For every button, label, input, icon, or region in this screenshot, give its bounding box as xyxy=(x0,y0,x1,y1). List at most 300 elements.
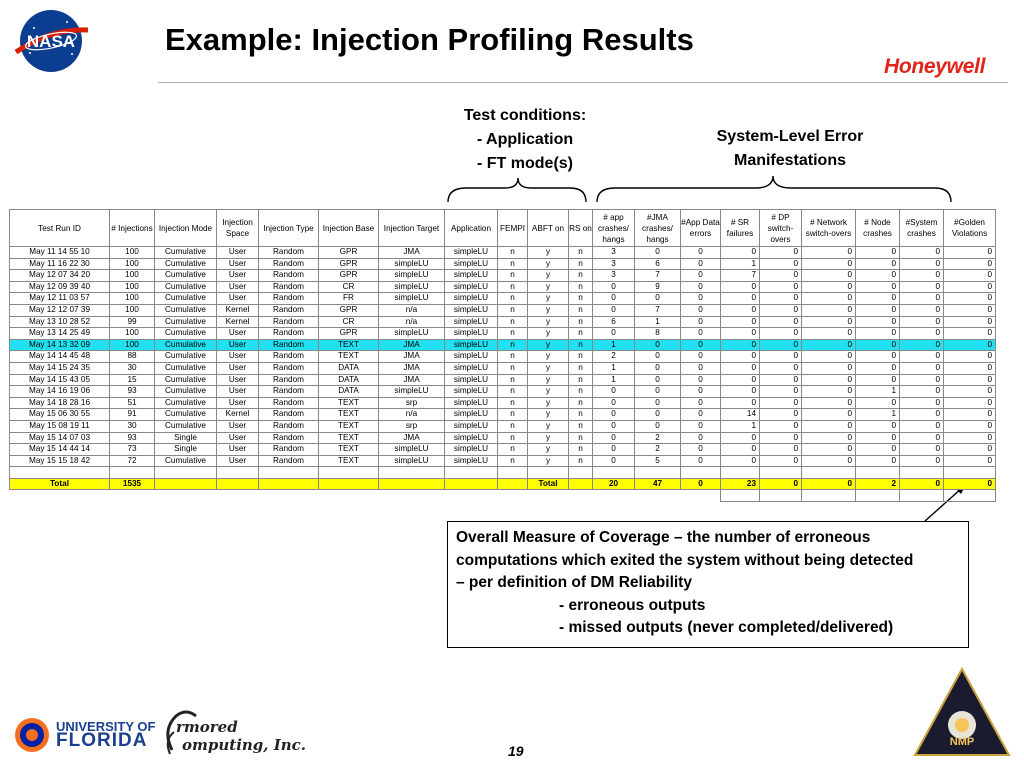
table-cell: 0 xyxy=(721,293,760,305)
table-cell: 0 xyxy=(900,362,944,374)
total-cell: 0 xyxy=(802,478,856,490)
table-cell: Random xyxy=(259,328,319,340)
table-cell: 0 xyxy=(760,386,802,398)
table-cell: 30 xyxy=(110,362,155,374)
table-cell: simpleLU xyxy=(445,304,498,316)
table-cell: 88 xyxy=(110,351,155,363)
table-cell: 0 xyxy=(681,258,721,270)
table-cell: 0 xyxy=(681,397,721,409)
table-cell: simpleLU xyxy=(445,397,498,409)
table-cell: 0 xyxy=(900,316,944,328)
table-cell: Random xyxy=(259,316,319,328)
table-cell: User xyxy=(217,339,259,351)
table-cell: simpleLU xyxy=(445,339,498,351)
table-cell: 0 xyxy=(802,362,856,374)
table-cell: 0 xyxy=(721,304,760,316)
column-header: FEMPI xyxy=(498,210,528,247)
table-cell: 2 xyxy=(593,351,635,363)
table-cell: n xyxy=(498,316,528,328)
table-cell: 0 xyxy=(760,304,802,316)
table-cell: TEXT xyxy=(319,351,379,363)
table-cell: 93 xyxy=(110,386,155,398)
table-cell: 0 xyxy=(802,258,856,270)
table-cell: 0 xyxy=(681,455,721,467)
table-cell: y xyxy=(528,281,569,293)
table-cell: 0 xyxy=(856,281,900,293)
table-row xyxy=(10,304,996,316)
armored-computing-text xyxy=(168,718,306,754)
table-cell: simpleLU xyxy=(445,258,498,270)
table-cell: 0 xyxy=(856,397,900,409)
table-cell: 0 xyxy=(944,339,996,351)
table-cell xyxy=(681,467,721,479)
table-cell: 1 xyxy=(856,386,900,398)
table-cell: y xyxy=(528,444,569,456)
table-cell xyxy=(379,467,445,479)
table-cell: 0 xyxy=(900,247,944,259)
table-cell: User xyxy=(217,281,259,293)
table-cell xyxy=(110,467,155,479)
table-cell: n xyxy=(498,258,528,270)
table-cell: 0 xyxy=(635,420,681,432)
table-cell: 0 xyxy=(721,397,760,409)
table-cell: Cumulative xyxy=(155,362,217,374)
table-cell: 5 xyxy=(635,455,681,467)
table-cell: 0 xyxy=(944,258,996,270)
table-cell xyxy=(445,490,498,502)
table-cell xyxy=(319,490,379,502)
table-cell: simpleLU xyxy=(379,293,445,305)
table-cell: 2 xyxy=(635,432,681,444)
table-cell: y xyxy=(528,432,569,444)
total-cell: 0 xyxy=(681,478,721,490)
column-header: Injection Mode xyxy=(155,210,217,247)
table-cell: May 15 06 30 55 xyxy=(10,409,110,421)
table-cell: 91 xyxy=(110,409,155,421)
table-cell: Cumulative xyxy=(155,270,217,282)
table-cell: 0 xyxy=(856,432,900,444)
table-spacer-row xyxy=(10,490,996,502)
table-cell: n xyxy=(498,455,528,467)
table-row xyxy=(10,293,996,305)
table-cell: 0 xyxy=(681,374,721,386)
table-cell: 0 xyxy=(760,362,802,374)
table-cell: Random xyxy=(259,351,319,363)
table-cell: 0 xyxy=(681,386,721,398)
table-cell: JMA xyxy=(379,247,445,259)
table-cell: 0 xyxy=(802,432,856,444)
table-cell: n xyxy=(569,420,593,432)
honeywell-logo: Honeywell xyxy=(884,55,986,78)
table-row xyxy=(10,270,996,282)
table-cell: JMA xyxy=(379,351,445,363)
table-cell: Cumulative xyxy=(155,316,217,328)
total-cell xyxy=(445,478,498,490)
table-cell: n xyxy=(569,351,593,363)
table-cell: 0 xyxy=(593,432,635,444)
table-cell: May 11 16 22 30 xyxy=(10,258,110,270)
table-cell: n xyxy=(498,281,528,293)
table-cell: n xyxy=(569,386,593,398)
table-cell: simpleLU xyxy=(445,247,498,259)
table-cell: 6 xyxy=(635,258,681,270)
table-cell xyxy=(681,490,721,502)
table-row xyxy=(10,316,996,328)
table-cell: n xyxy=(498,374,528,386)
table-cell: 0 xyxy=(802,420,856,432)
table-cell: 0 xyxy=(802,374,856,386)
table-cell: 0 xyxy=(944,420,996,432)
table-cell: n xyxy=(498,328,528,340)
test-conditions-item: - FT mode(s) xyxy=(477,155,573,172)
table-cell: simpleLU xyxy=(445,351,498,363)
table-cell: Cumulative xyxy=(155,420,217,432)
table-cell: Cumulative xyxy=(155,455,217,467)
table-cell: 0 xyxy=(900,328,944,340)
table-cell: Random xyxy=(259,270,319,282)
table-cell: CR xyxy=(319,281,379,293)
column-header: # SR failures xyxy=(721,210,760,247)
table-cell xyxy=(569,490,593,502)
table-cell: simpleLU xyxy=(379,444,445,456)
table-cell: TEXT xyxy=(319,432,379,444)
table-cell: simpleLU xyxy=(445,374,498,386)
table-cell: 0 xyxy=(802,281,856,293)
table-cell xyxy=(155,490,217,502)
table-cell: 0 xyxy=(635,247,681,259)
table-cell: 0 xyxy=(944,316,996,328)
table-cell: TEXT xyxy=(319,409,379,421)
table-cell: Cumulative xyxy=(155,339,217,351)
table-cell: 0 xyxy=(900,397,944,409)
table-cell: 0 xyxy=(944,455,996,467)
table-cell: Random xyxy=(259,386,319,398)
table-cell: n xyxy=(569,374,593,386)
total-cell: 23 xyxy=(721,478,760,490)
page-title: Example: Injection Profiling Results xyxy=(165,22,694,57)
table-cell: 0 xyxy=(900,258,944,270)
table-cell: May 15 14 07 03 xyxy=(10,432,110,444)
table-cell: Cumulative xyxy=(155,386,217,398)
table-row xyxy=(10,397,996,409)
table-cell: Random xyxy=(259,293,319,305)
table-cell: CR xyxy=(319,316,379,328)
table-cell: n xyxy=(498,247,528,259)
table-cell: 0 xyxy=(681,409,721,421)
total-cell: 2 xyxy=(856,478,900,490)
table-row xyxy=(10,328,996,340)
table-cell: 0 xyxy=(681,247,721,259)
total-cell: Total xyxy=(528,478,569,490)
table-cell xyxy=(319,467,379,479)
table-cell: simpleLU xyxy=(379,328,445,340)
coverage-note xyxy=(447,521,969,648)
table-cell: 7 xyxy=(635,304,681,316)
table-cell xyxy=(569,467,593,479)
table-cell: 0 xyxy=(593,293,635,305)
table-row xyxy=(10,281,996,293)
uf-line1: UNIVERSITY OF xyxy=(56,719,156,734)
table-cell: n xyxy=(498,444,528,456)
table-cell: 0 xyxy=(721,247,760,259)
table-cell: 0 xyxy=(760,316,802,328)
table-cell xyxy=(593,467,635,479)
table-cell: n xyxy=(498,351,528,363)
table-cell xyxy=(10,467,110,479)
table-cell: Random xyxy=(259,409,319,421)
table-cell xyxy=(259,490,319,502)
table-cell: n/a xyxy=(379,409,445,421)
table-cell xyxy=(721,490,760,502)
table-cell: Cumulative xyxy=(155,293,217,305)
table-cell: n xyxy=(569,270,593,282)
table-cell: 0 xyxy=(721,281,760,293)
table-cell: 1 xyxy=(593,339,635,351)
table-cell: simpleLU xyxy=(445,432,498,444)
table-cell: simpleLU xyxy=(379,270,445,282)
table-cell: 3 xyxy=(593,270,635,282)
table-row xyxy=(10,432,996,444)
table-cell: 8 xyxy=(635,328,681,340)
table-cell: 0 xyxy=(900,409,944,421)
table-cell: 0 xyxy=(856,316,900,328)
table-cell xyxy=(155,467,217,479)
table-cell: 0 xyxy=(635,362,681,374)
table-cell: 0 xyxy=(900,420,944,432)
table-cell: 0 xyxy=(802,293,856,305)
table-cell: n xyxy=(569,328,593,340)
table-cell: n xyxy=(569,316,593,328)
table-cell xyxy=(110,490,155,502)
table-cell: 93 xyxy=(110,432,155,444)
table-cell: 0 xyxy=(721,432,760,444)
table-cell: GPR xyxy=(319,304,379,316)
table-cell: 0 xyxy=(802,270,856,282)
table-cell: 100 xyxy=(110,247,155,259)
table-cell: 0 xyxy=(635,351,681,363)
table-cell xyxy=(379,490,445,502)
column-header: #App Data errors xyxy=(681,210,721,247)
table-cell: 0 xyxy=(900,293,944,305)
nmp-logo xyxy=(912,665,1012,760)
table-cell: May 14 13 32 09 xyxy=(10,339,110,351)
table-cell: Cumulative xyxy=(155,351,217,363)
table-cell: GPR xyxy=(319,328,379,340)
table-cell: User xyxy=(217,386,259,398)
table-cell: y xyxy=(528,420,569,432)
table-cell: 0 xyxy=(900,386,944,398)
table-header-row xyxy=(10,210,996,247)
table-cell: 0 xyxy=(721,351,760,363)
table-cell: Cumulative xyxy=(155,328,217,340)
table-cell xyxy=(856,467,900,479)
table-cell: 72 xyxy=(110,455,155,467)
table-cell: simpleLU xyxy=(445,293,498,305)
table-cell: 0 xyxy=(944,328,996,340)
uf-line2: FLORIDA xyxy=(56,730,148,751)
table-cell: 0 xyxy=(900,374,944,386)
table-row xyxy=(10,455,996,467)
total-cell: 47 xyxy=(635,478,681,490)
table-cell: 0 xyxy=(802,339,856,351)
table-cell: Cumulative xyxy=(155,409,217,421)
table-cell: 0 xyxy=(635,374,681,386)
column-header: ABFT on xyxy=(528,210,569,247)
table-cell: 7 xyxy=(721,270,760,282)
table-cell: 0 xyxy=(593,281,635,293)
table-cell: 0 xyxy=(760,339,802,351)
page-number: 19 xyxy=(508,743,524,759)
table-cell: n xyxy=(569,409,593,421)
table-cell: Random xyxy=(259,362,319,374)
table-cell: y xyxy=(528,362,569,374)
table-cell: May 15 08 19 11 xyxy=(10,420,110,432)
table-cell xyxy=(944,467,996,479)
table-cell: 0 xyxy=(856,270,900,282)
table-cell: srp xyxy=(379,397,445,409)
table-cell: 0 xyxy=(681,351,721,363)
table-cell xyxy=(760,467,802,479)
table-cell: Random xyxy=(259,420,319,432)
table-cell: 0 xyxy=(681,432,721,444)
table-cell: User xyxy=(217,362,259,374)
nasa-logo-text: NASA xyxy=(26,32,76,51)
table-cell: Cumulative xyxy=(155,374,217,386)
table-cell xyxy=(802,490,856,502)
table-cell: y xyxy=(528,328,569,340)
table-cell: JMA xyxy=(379,339,445,351)
table-cell: simpleLU xyxy=(445,420,498,432)
total-cell xyxy=(217,478,259,490)
table-cell: 0 xyxy=(760,455,802,467)
table-cell xyxy=(528,467,569,479)
table-cell: Kernel xyxy=(217,316,259,328)
table-cell: 0 xyxy=(900,351,944,363)
table-cell: y xyxy=(528,247,569,259)
table-cell: May 14 15 43 05 xyxy=(10,374,110,386)
table-cell: y xyxy=(528,304,569,316)
table-cell: JMA xyxy=(379,362,445,374)
table-cell: DATA xyxy=(319,386,379,398)
table-row xyxy=(10,444,996,456)
table-cell: 0 xyxy=(802,316,856,328)
table-cell: 0 xyxy=(760,420,802,432)
table-cell: 7 xyxy=(635,270,681,282)
table-cell: 3 xyxy=(593,258,635,270)
table-cell: 0 xyxy=(944,386,996,398)
table-cell: 0 xyxy=(944,444,996,456)
table-cell: 0 xyxy=(944,374,996,386)
table-cell: 0 xyxy=(593,444,635,456)
column-header: # Node crashes xyxy=(856,210,900,247)
table-cell: 0 xyxy=(760,397,802,409)
table-cell: y xyxy=(528,316,569,328)
table-cell: 0 xyxy=(856,304,900,316)
table-row xyxy=(10,374,996,386)
table-cell: n xyxy=(569,362,593,374)
table-cell: n xyxy=(569,397,593,409)
table-cell xyxy=(593,490,635,502)
table-cell: Cumulative xyxy=(155,281,217,293)
table-cell xyxy=(498,467,528,479)
table-row xyxy=(10,247,996,259)
table-cell: 0 xyxy=(760,328,802,340)
table-cell: 100 xyxy=(110,270,155,282)
table-cell: 0 xyxy=(900,455,944,467)
table-cell: May 12 11 03 57 xyxy=(10,293,110,305)
table-cell: 0 xyxy=(856,444,900,456)
total-cell xyxy=(259,478,319,490)
table-cell: 15 xyxy=(110,374,155,386)
armored-line2: omputing, Inc. xyxy=(182,736,307,754)
table-cell: simpleLU xyxy=(445,444,498,456)
table-cell: 0 xyxy=(681,328,721,340)
table-cell: 0 xyxy=(681,270,721,282)
column-header: # Injections xyxy=(110,210,155,247)
table-cell: 1 xyxy=(856,409,900,421)
total-cell xyxy=(569,478,593,490)
table-cell: 0 xyxy=(856,362,900,374)
total-cell xyxy=(155,478,217,490)
table-cell: Single xyxy=(155,432,217,444)
total-cell: 0 xyxy=(900,478,944,490)
table-cell xyxy=(259,467,319,479)
table-cell: 100 xyxy=(110,258,155,270)
table-cell: 0 xyxy=(721,374,760,386)
table-cell: 0 xyxy=(760,351,802,363)
table-cell: User xyxy=(217,420,259,432)
system-level-brace xyxy=(597,176,951,202)
table-cell: 0 xyxy=(721,444,760,456)
table-cell: FR xyxy=(319,293,379,305)
total-cell: Total xyxy=(10,478,110,490)
table-cell: n xyxy=(498,409,528,421)
table-cell: 51 xyxy=(110,397,155,409)
table-cell: 0 xyxy=(856,351,900,363)
table-cell: User xyxy=(217,247,259,259)
table-cell: simpleLU xyxy=(445,386,498,398)
table-cell: 3 xyxy=(593,247,635,259)
total-cell xyxy=(319,478,379,490)
table-cell: 0 xyxy=(635,339,681,351)
table-cell: 0 xyxy=(635,386,681,398)
table-cell: n xyxy=(498,304,528,316)
table-cell: TEXT xyxy=(319,339,379,351)
table-cell: y xyxy=(528,374,569,386)
table-cell: 73 xyxy=(110,444,155,456)
table-cell: 0 xyxy=(760,409,802,421)
table-cell: n xyxy=(569,455,593,467)
table-cell: 0 xyxy=(593,397,635,409)
table-cell: 0 xyxy=(802,444,856,456)
table-cell: y xyxy=(528,339,569,351)
table-cell xyxy=(721,467,760,479)
table-cell: 0 xyxy=(721,386,760,398)
table-cell: simpleLU xyxy=(445,455,498,467)
table-cell: n xyxy=(498,362,528,374)
table-cell: 0 xyxy=(802,386,856,398)
system-level-line: Manifestations xyxy=(733,152,846,169)
table-cell: y xyxy=(528,293,569,305)
note-line: Overall Measure of Coverage – the number of erroneous xyxy=(456,529,871,546)
table-cell: simpleLU xyxy=(379,258,445,270)
table-cell: 100 xyxy=(110,328,155,340)
table-cell: Random xyxy=(259,397,319,409)
table-cell: 0 xyxy=(681,293,721,305)
table-cell: 0 xyxy=(856,374,900,386)
table-cell: User xyxy=(217,258,259,270)
table-cell: 0 xyxy=(900,270,944,282)
